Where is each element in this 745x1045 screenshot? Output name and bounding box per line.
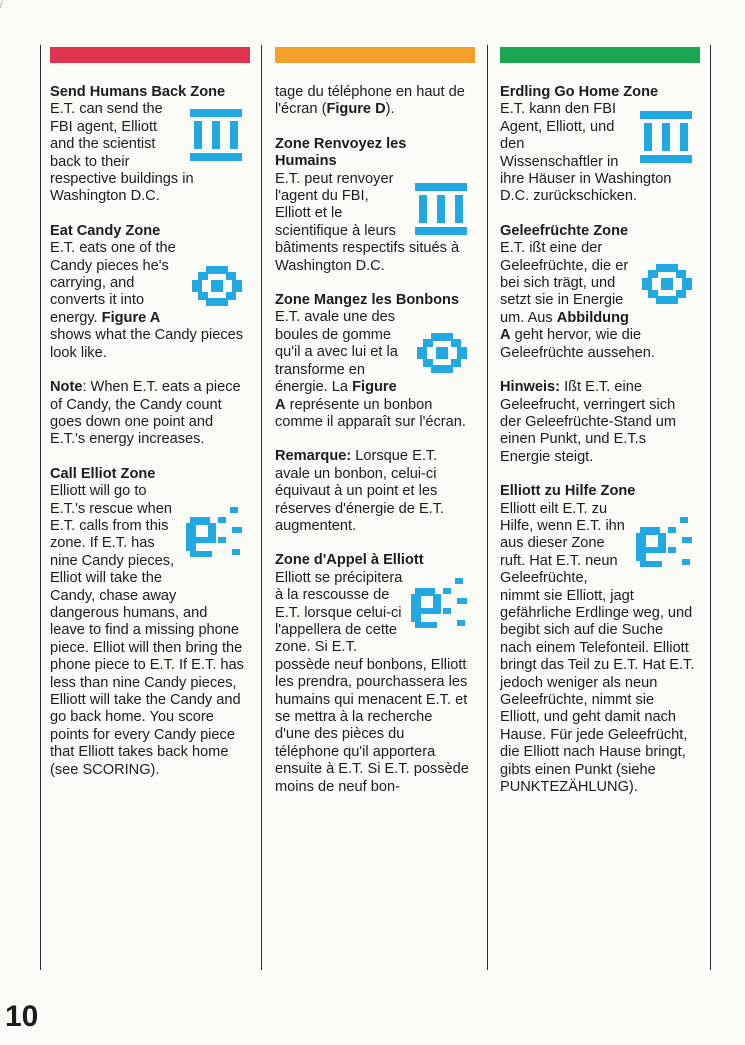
english-send-title: Send Humans Back Zone [50, 84, 226, 100]
french-call-body: Elliott se précipitera à la rescousse de E.T. lorsque celui-ci l'appellera de cette zone. Si E.T. possède neuf bonbons, Elliott les prendra, pourchassera les humains qui menacent E.T. et se mettra à la recherche d'une des pièces du téléphone qu'il apportera ensuite à E.T. Si E.T. possède moins de neuf bon- [275, 569, 469, 795]
french-send-title: Zone Renvoyez les Humains [275, 135, 407, 170]
page-number: 10 [5, 1000, 39, 1033]
german-candy-body: E.T. ißt eine der Geleefrüchte, die er bei sich trägt, und setzt sie in Energie um. Aus Abbildung A geht hervor, wie die Geleefrüchte aussehen. [500, 240, 655, 361]
german-call-body: Elliott eilt E.T. zu Hilfe, wenn E.T. ihn aus dieser Zone ruft. Hat E.T. neun Geleefrüchte, nimmt sie Elliott, jagt gefährliche Erdlinge weg, und begibt sich auf die Suche nach einem Telefonteil. Elliott bringt das Teil zu E.T. Hat E.T. jedoch weniger als neun Geleefrüchte, nimmt sie Elliott, und geht damit nach Hause. Für jede Geleefrücht, die Elliott nach Hause bringt, gibts einen Punkt (siehe PUNKTEZÄHLUNG). [500, 500, 695, 796]
french-send-body: E.T. peut renvoyer l'agent du FBI, Elliott et le scientifique à leurs bâtiments respectifs situés à Washington D.C. [275, 170, 460, 274]
german-candy-section [500, 223, 696, 362]
french-figure-a-ref: Figure A [275, 379, 397, 413]
building-icon [638, 109, 694, 165]
english-send-body: E.T. can send the FBI agent, Elliott and the scientist back to their respective buildings in Washington D.C. [50, 101, 194, 205]
french-candy-section [275, 292, 471, 431]
english-call-section [50, 466, 246, 779]
french-color-bar [275, 47, 475, 63]
french-candy-title: Zone Mangez les Bonbons [275, 292, 460, 309]
french-candy-body: E.T. avale une des boules de gomme qu'il a avec lui et la transforme en énergie. La Figure A représente un bonbon comme il apparaît sur l'écran. [275, 309, 466, 430]
building-icon [188, 107, 244, 163]
german-send-section [500, 84, 696, 206]
french-note-section [275, 448, 471, 535]
column-rule [710, 45, 711, 970]
german-send-body: E.T. kann den FBI Agent, Elliott, und den Wissenschaftler in ihre Häuser in Washington D.C. zurückschicken. [500, 101, 672, 205]
building-icon [413, 181, 469, 237]
german-figure-a-ref: Abbildung A [500, 309, 629, 344]
english-figure-a-ref: Figure A [101, 309, 161, 326]
german-note: Hinweis: Ißt E.T. eine Geleefrucht, verringert sich der Geleefrüchte-Stand um einen Punkt, und E.T.s Energie steigt. [500, 379, 677, 465]
candy-icon [640, 260, 694, 308]
french-column [275, 84, 471, 813]
german-color-bar [500, 47, 700, 63]
english-send-section [50, 84, 246, 206]
elliott-call-icon [411, 576, 469, 640]
french-continued: tage du téléphone en haut de l'écran (Figure D). [275, 84, 465, 118]
french-call-section [275, 552, 471, 796]
french-figure-d-ref: Figure D [326, 101, 386, 118]
french-note: Remarque: Lorsque E.T. avale un bonbon, celui-ci équivaut à un point et les réserves d'énergie de E.T. augmentent. [275, 448, 445, 534]
english-call-title: Call Elliot Zone [50, 465, 156, 482]
french-send-section [275, 136, 471, 275]
column-rule [40, 45, 41, 970]
english-candy-title: Eat Candy Zone [50, 222, 161, 239]
german-note-section [500, 379, 696, 466]
german-candy-title: Geleefrüchte Zone [500, 222, 629, 239]
column-rule [487, 45, 488, 970]
english-note-section [50, 379, 246, 449]
english-column [50, 84, 246, 796]
english-candy-body: E.T. eats one of the Candy pieces he's carrying, and converts it into energy. Figure A shows what the Candy pieces look like. [50, 240, 244, 361]
page-mark: / [0, 0, 3, 11]
german-call-section [500, 483, 696, 796]
candy-icon [190, 262, 244, 310]
candy-icon [415, 329, 469, 377]
english-note: Note: When E.T. eats a piece of Candy, the Candy count goes down one point and E.T.'s energy increases. [50, 379, 241, 448]
german-column [500, 84, 696, 813]
english-color-bar [50, 47, 250, 63]
english-candy-section [50, 223, 246, 362]
elliott-call-icon [186, 505, 244, 569]
german-send-title: Erdling Go Home Zone [500, 84, 659, 100]
column-rule [261, 45, 262, 970]
french-call-title: Zone d'Appel à Elliott [275, 552, 424, 569]
elliott-call-icon [636, 515, 694, 579]
english-call-body: Elliott will go to E.T.'s rescue when E.T. calls from this zone. If E.T. has nine Candy pieces, Elliot will take the Candy, chase away dangerous humans, and leave to find a missing phone piece. Elliot will then bring the phone piece to E.T. If E.T. has less than nine Candy pieces, Elliott will take the Candy and go back home. You score points for every Candy piece that Elliott takes back home (see SCORING). [50, 483, 244, 778]
german-call-title: Elliott zu Hilfe Zone [500, 483, 636, 500]
